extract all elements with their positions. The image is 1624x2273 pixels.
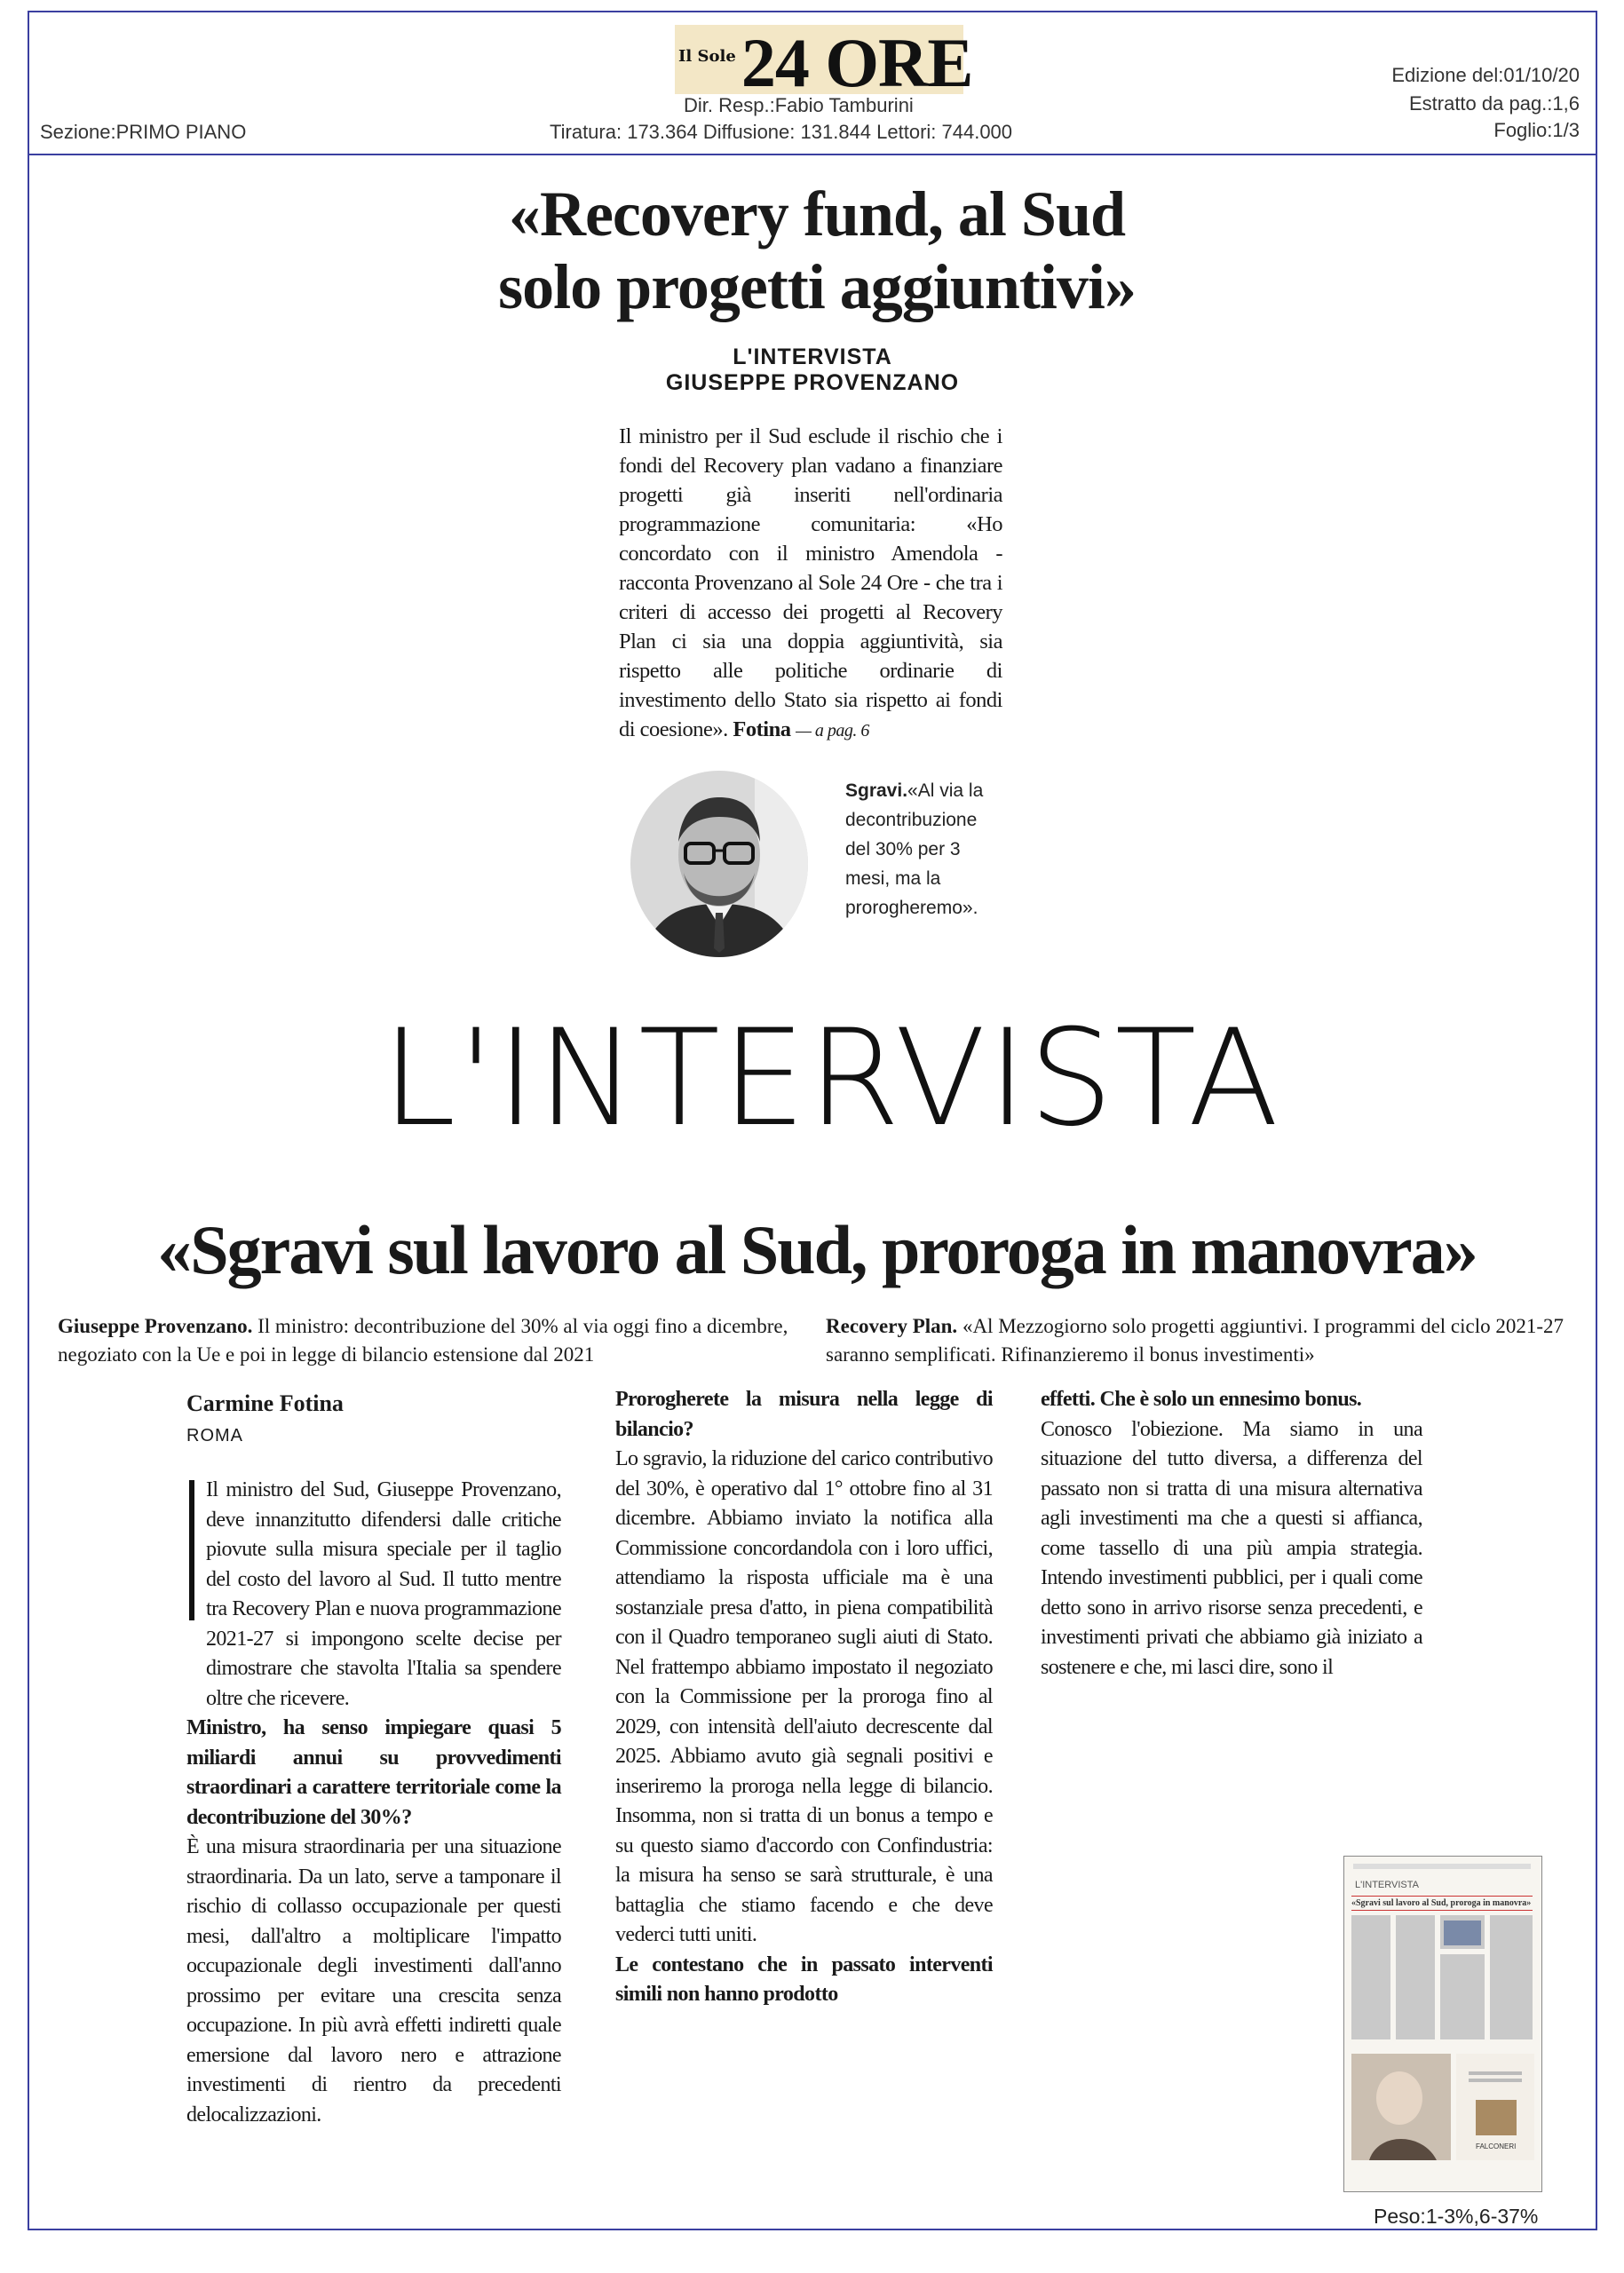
subhead-right-text: «Al Mezzogiorno solo progetti aggiuntivi. I programmi del ciclo 2021-27 saranno semplificati. Rifinanzieremo il bonus investimenti» xyxy=(826,1315,1565,1366)
column-2 xyxy=(615,1385,993,2010)
page-thumbnail xyxy=(1343,1856,1542,2192)
front-kicker xyxy=(622,345,1003,396)
lead-text: Il ministro per il Sud esclude il rischio che i fondi del Recovery plan vadano a finanziare progetti già inseriti nell'ordinaria programmazione comunitaria: «Ho concordato con il ministro Amendola - racconta Provenzano al Sole 24 Ore - che tra i criteri di accesso dei progetti al Recovery Plan ci sia una doppia aggiuntività, sia rispetto alle politiche ordinarie di investimento dello Stato sia rispetto ai fondi di coesione». xyxy=(619,424,1002,741)
section-label: L'INTERVISTA xyxy=(382,1002,1281,1156)
circulation-line: Tiratura: 173.364 Diffusione: 131.844 Lettori: 744.000 xyxy=(550,121,1013,143)
section-line: Sezione:PRIMO PIANO xyxy=(40,121,247,143)
subhead-left xyxy=(58,1312,799,1369)
portrait-photo xyxy=(630,771,808,957)
col1-intro-text: Il ministro del Sud, Giuseppe Provenzano, deve innanzitutto difendersi dalle critiche piovute sulla misura speciale per il taglio del costo del lavoro al Sud. Il tutto mentre tra Recovery Plan e nuova programmazione 2021-27 si impongono scelte decise per dimostrare che stavolta l'Italia sa spendere oltre che ricevere. xyxy=(206,1478,561,1710)
extract-line: Estratto da pag.:1,6 xyxy=(1408,92,1580,115)
col2-question: Prorogherete la misura nella legge di bilancio? xyxy=(615,1388,993,1441)
column-3 xyxy=(1041,1385,1422,1683)
col2-answer: Lo sgravio, la riduzione del carico contributivo del 30%, è operativo dal 1° ottobre fino al 31 dicembre. Abbiamo inviato la notifica alla Commissione concordandola con i loro uffici, attendiamo la risposta ufficiale ma è una sostanziale presa d'atto, in piena compatibilità con il Quadro temporaneo sugli aiuti di Stato. Nel frattempo abbiamo impostato il negoziato con la Commissione per la proroga fino al 2029, con intensità dell'aiuto decrescente dal 2025. Abbiamo avuto già segnali positivi e inseriremo la proroga nella legge di bilancio. Insomma, non si tratta di un bonus a tempo e su questo siamo d'accordo con Confindustria: la misura ha senso se sarà strutturale, è una battaglia che stiamo facendo e che deve vederci tutti uniti. xyxy=(615,1447,993,1946)
lead-page-ref: — a pag. 6 xyxy=(796,721,869,741)
dropcap-bar xyxy=(189,1480,194,1620)
caption-bold: Sgravi. xyxy=(845,780,908,801)
front-headline-line2: solo progetti aggiuntivi» xyxy=(498,251,1136,322)
logo-big-text: 24 ORE xyxy=(741,24,973,101)
kicker-line1: L'INTERVISTA xyxy=(733,345,892,369)
header-divider xyxy=(28,154,1597,155)
col3-question-end: effetti. Che è solo un ennesimo bonus. xyxy=(1041,1388,1362,1411)
subhead-left-text: Il ministro: decontribuzione del 30% al via oggi fino a dicembre, negoziato con la Ue e poi in legge di bilancio estensione dal 2021 xyxy=(58,1315,788,1366)
front-headline xyxy=(391,178,1243,323)
col1-question: Ministro, ha senso impiegare quasi 5 miliardi annui su provvedimenti straordinari a carattere territoriale come la decontribuzione del 30%? xyxy=(186,1716,561,1829)
subhead-right-bold: Recovery Plan. xyxy=(826,1315,958,1337)
front-lead xyxy=(619,422,1002,746)
thumb-headline: «Sgravi sul lavoro al Sud, proroga in manovra» xyxy=(1351,1896,1533,1911)
subhead-right xyxy=(826,1312,1572,1369)
newspaper-logo xyxy=(675,24,973,101)
col2-question2: Le contestano che in passato interventi simili non hanno prodotto xyxy=(615,1952,993,2006)
thumb-text-columns xyxy=(1351,1915,1534,2048)
director-line: Dir. Resp.:Fabio Tamburini xyxy=(684,94,914,116)
article-headline: «Sgravi sul lavoro al Sud, proroga in manovra» xyxy=(157,1211,1477,1288)
byline: Carmine Fotina xyxy=(186,1390,344,1416)
caption-text: «Al via la decontribuzione del 30% per 3 mesi, ma la prorogheremo». xyxy=(845,780,984,918)
column-1-intro xyxy=(206,1476,561,1714)
lead-author: Fotina xyxy=(733,717,791,741)
thumb-topbar xyxy=(1353,1864,1531,1869)
subhead-left-bold: Giuseppe Provenzano. xyxy=(58,1315,253,1337)
col1-answer: È una misura straordinaria per una situazione straordinaria. Da un lato, serve a tamponare il rischio di collasso occupazionale per questi mesi, dall'altro a moltiplicare l'impatto occupazionale degli investimenti dall'anno prossimo per evitare una crescita senza occupazione. In più avrà effetti indiretti quale emersione dal lavoro nero e attrazione investimenti di rientro da precedenti delocalizzazioni. xyxy=(186,1835,561,2126)
column-1 xyxy=(186,1714,561,2130)
thumb-label: L'INTERVISTA xyxy=(1355,1880,1419,1890)
col3-answer: Conosco l'obiezione. Ma siamo in una situazione del tutto diversa, a differenza del passato non si tratta di una misura alternativa agli investimenti ma che a questi si affianca, come tassello di una più ampia strategia. Intendo investimenti pubblici, per i quali come detto sono in arrivo risorse senza precedenti, e investimenti privati che abbiamo già iniziato a sostenere e che, mi lasci dire, sono il xyxy=(1041,1417,1422,1679)
logo-small-text: Il Sole xyxy=(678,47,736,66)
photo-caption xyxy=(845,776,1005,923)
sheet-line: Foglio:1/3 xyxy=(1493,119,1580,141)
kicker-line2: GIUSEPPE PROVENZANO xyxy=(665,370,960,395)
edition-line: Edizione del:01/10/20 xyxy=(1391,64,1580,86)
weight-label: Peso:1-3%,6-37% xyxy=(1374,2205,1539,2228)
front-headline-line1: «Recovery fund, al Sud xyxy=(508,178,1126,249)
thumb-brand: FALCONERI xyxy=(1476,2142,1517,2150)
dateline: ROMA xyxy=(186,1426,243,1445)
